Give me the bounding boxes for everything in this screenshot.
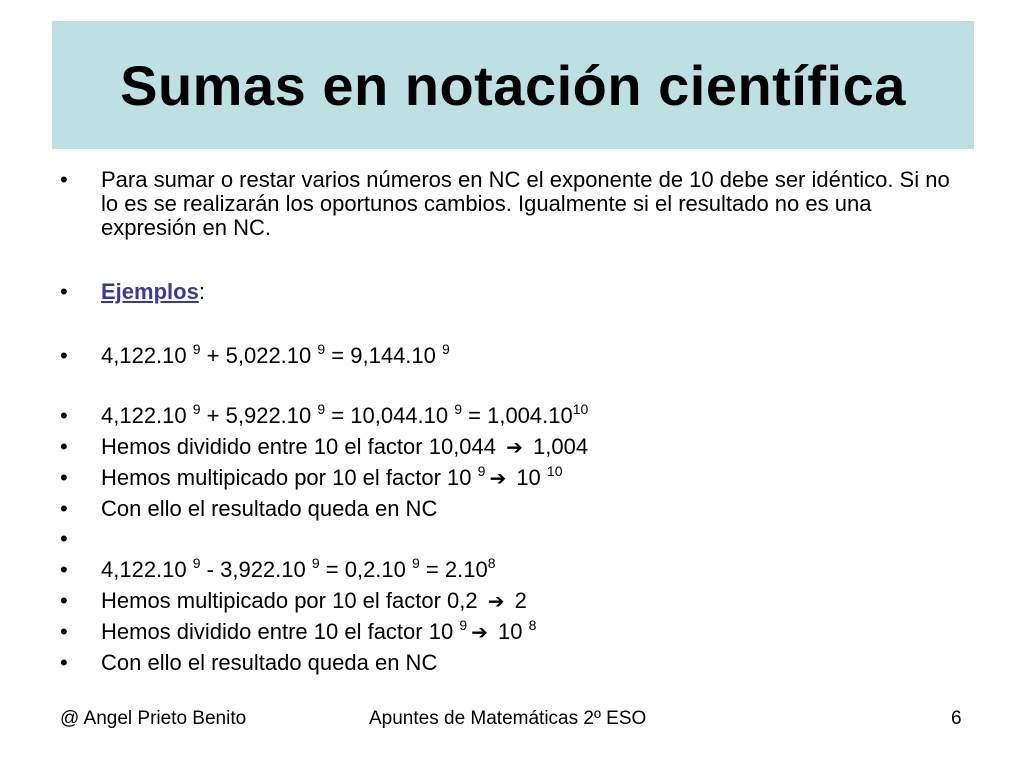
example-3-equation: 4,122.10 $^9$ - 3,922.10 $^9$ = 0,2.10 $^9 = 2.10^8$ bbox=[101, 555, 496, 582]
example-2-conclusion: Con ello el resultado queda en NC bbox=[101, 496, 438, 521]
example-3-step-1: Hemos multipicado por 10 el factor 0,2 ➔ 2 bbox=[101, 588, 527, 613]
example-1-equation: 4,122.10 $^9$ + 5,022.10 $^9$ = 9,144.10 $^9$ bbox=[101, 341, 450, 368]
bullet-icon: • bbox=[60, 650, 68, 675]
intro-text: Para sumar o restar varios números en NC el exponente de 10 debe ser idéntico. Si no lo es se realizarán los oportunos cambios. Igualmente si el resultado no es una expresión en NC. bbox=[101, 167, 950, 240]
footer-author: @ Angel Prieto Benito bbox=[60, 708, 247, 729]
right-arrow-icon: ➔ bbox=[489, 468, 507, 490]
example-2-step-2: Hemos multipicado por 10 el factor 10 $^9$ ➔ 10 $^{10}$ bbox=[101, 463, 563, 490]
footer-course: Apuntes de Matemáticas 2º ESO bbox=[369, 708, 647, 729]
bullet-icon: • bbox=[60, 403, 68, 428]
bullet-icon: • bbox=[60, 588, 68, 613]
page-title: Sumas en notación científica bbox=[120, 53, 906, 117]
bullet-icon: • bbox=[60, 557, 68, 582]
example-2-equation: 4,122.10 $^9$ + 5,922.10 $^9$ = 10,044.10 $^9 = 1,004.10^{10}$ bbox=[101, 401, 589, 428]
bullet-icon: • bbox=[60, 465, 68, 490]
examples-link[interactable]: Ejemplos bbox=[101, 279, 199, 304]
page-number: 6 bbox=[951, 708, 962, 729]
bullet-icon: • bbox=[60, 167, 68, 192]
example-3-conclusion: Con ello el resultado queda en NC bbox=[101, 650, 438, 675]
example-2-step-1: Hemos dividido entre 10 el factor 10,044 ➔ 1,004 bbox=[101, 434, 589, 459]
bullet-icon: • bbox=[60, 279, 68, 304]
right-arrow-icon: ➔ bbox=[506, 437, 523, 459]
bullet-icon: • bbox=[60, 496, 68, 521]
bullet-icon: • bbox=[60, 434, 68, 459]
bullet-icon: • bbox=[60, 526, 68, 551]
bullet-icon: • bbox=[60, 343, 68, 368]
right-arrow-icon: ➔ bbox=[487, 591, 505, 613]
bullet-icon: • bbox=[60, 619, 68, 644]
examples-heading: Ejemplos: bbox=[101, 279, 205, 304]
title-band bbox=[52, 21, 974, 149]
right-arrow-icon: ➔ bbox=[471, 622, 488, 644]
example-3-step-2: Hemos dividido entre 10 el factor 10 $^9$ ➔ 10 $^8$ bbox=[101, 617, 537, 644]
